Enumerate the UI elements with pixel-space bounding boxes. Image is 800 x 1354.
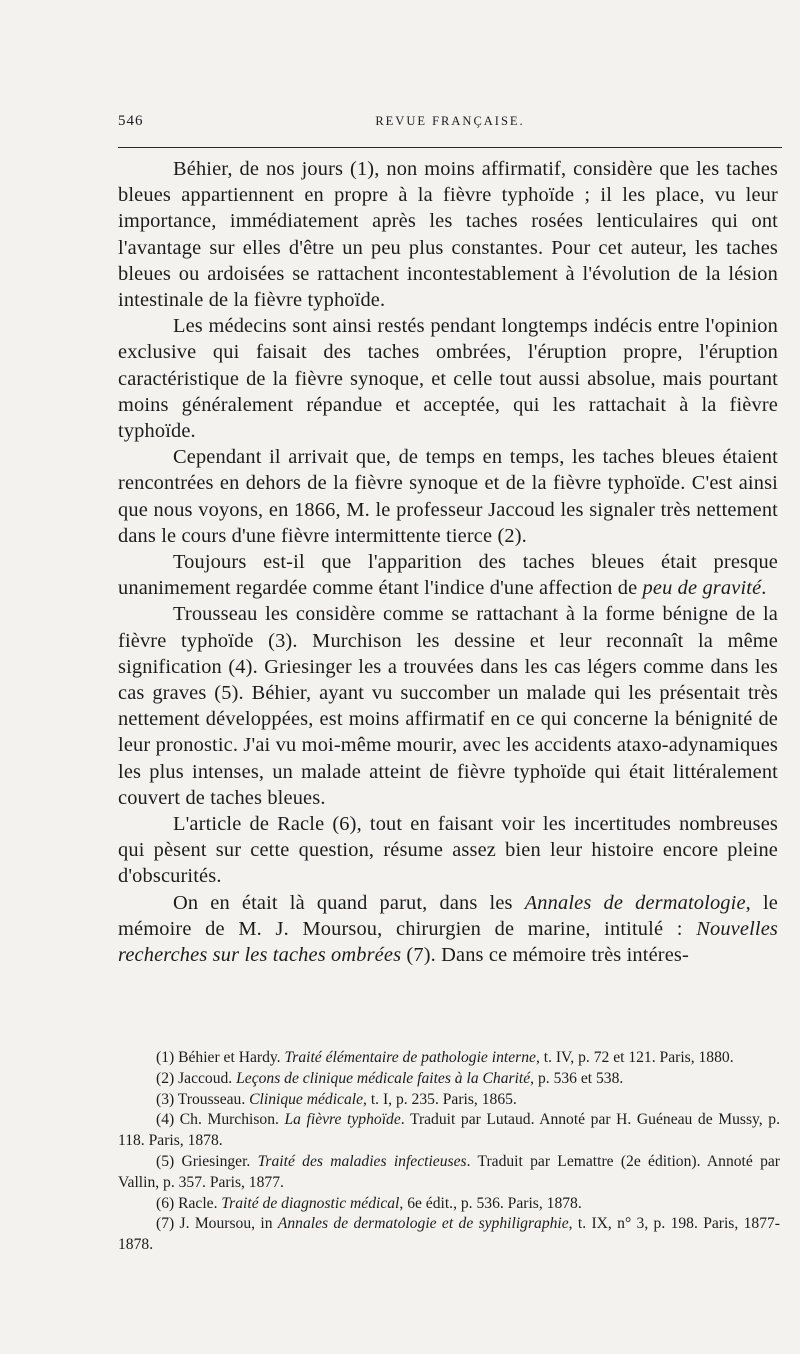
text-run: (7) J. Moursou, in [156,1215,278,1233]
text-run: (5) Griesinger. [156,1152,258,1170]
italic-text: Traité de diagnostic médical [221,1194,400,1212]
page-header [118,113,782,137]
text-run: Les médecins sont ainsi restés pendant longtemps indécis entre l'opinion exclusive qui faisait des taches ombrées, l'éruption propre, l'éruption caractéristique de la fièvre synoque, et celle tout aussi absolue, mais pourtant moins généralement répandue et acceptée, qui les rattachait à la fièvre typhoïde. [118,315,778,443]
italic-text: Annales de dermatologie et de syphiligraphie [277,1215,569,1233]
text-run: , t. IX, n° 3, p. 198. Paris, 1877-1878. [118,1215,780,1254]
text-run: On en était là quand parut, dans les [173,891,525,914]
footnote [118,1069,780,1090]
text-run: . [761,577,767,600]
paragraph [118,444,778,549]
text-run: , 6e édit., p. 536. Paris, 1878. [399,1194,582,1212]
page-number: 546 [118,113,144,129]
italic-text: Traité élémentaire de pathologie interne [284,1049,536,1066]
footnote [118,1214,780,1256]
footnote [118,1090,780,1111]
paragraph [118,601,778,811]
footnote [118,1048,780,1069]
paragraph [118,156,778,313]
text-run: Cependant il arrivait que, de temps en temps, les taches bleues étaient rencontrées en dehors de la fièvre synoque et de la fièvre typhoïde. C'est ainsi que nous voyons, en 1866, M. le professeur Jaccoud les signaler très nettement dans le cours d'une fièvre intermittente tierce (2). [118,446,778,547]
text-run: (6) Racle. [156,1194,222,1212]
text-run: , t. IV, p. 72 et 121. Paris, 1880. [535,1049,734,1066]
text-run: (4) Ch. Murchison. [156,1111,285,1129]
text-run: , p. 536 et 538. [530,1069,624,1087]
text-run: . Traduit par Lutaud. Annoté par H. Guéneau de Mussy, p. 118. Paris, 1878. [118,1111,780,1150]
text-run: (3) Trousseau. [156,1090,250,1108]
italic-text: Clinique médicale [249,1090,364,1108]
paragraph [118,890,778,969]
text-run: . Traduit par Lemattre (2e édition). Annoté par Vallin, p. 357. Paris, 1877. [118,1152,780,1191]
footnote [118,1110,780,1152]
text-run: (1) Béhier et Hardy. [156,1049,285,1066]
footnote [118,1194,780,1215]
text-run: Toujours est-il que l'apparition des taches bleues était presque unanimement regardée comme étant l'indice d'une affection de [118,551,778,600]
running-title: REVUE FRANÇAISE. [375,114,525,128]
paragraph [118,313,778,444]
italic-text: Traité des maladies infectieuses [257,1152,467,1170]
footnote [118,1152,780,1194]
text-run: Trousseau les considère comme se rattachant à la forme bénigne de la fièvre typhoïde (3). Murchison les dessine et leur reconnaît la même signification (4). Griesinger les a trouvées dans les cas légers comme dans les cas graves (5). Béhier, ayant vu succomber un malade qui les présentait très nettement développées, est moins affirmatif en ce qui concerne la bénignité de leur pronostic. J'ai vu moi-même mourir, avec les accidents ataxo-adynamiques les plus intenses, un malade atteint de fièvre typhoïde qui était littéralement couvert de taches bleues. [118,603,778,809]
text-run: Béhier, de nos jours (1), non moins affirmatif, considère que les taches bleues appartiennent en propre à la fièvre typhoïde ; il les place, vu leur importance, immédiatement après les taches rosées lenticulaires qui ont l'avantage sur elles d'être un peu plus constantes. Pour cet auteur, les taches bleues ou ardoisées se rattachent incontestablement à l'évolution de la lésion intestinale de la fièvre typhoïde. [118,158,778,312]
header-rule [118,147,782,148]
text-run: L'article de Racle (6), tout en faisant voir les incertitudes nombreuses qui pèsent sur cette question, résume assez bien leur histoire encore pleine d'obscurités. [118,813,778,888]
footnotes [118,1048,780,1256]
text-run: (2) Jaccoud. [156,1069,237,1087]
paragraph [118,811,778,890]
italic-text: Nouvelles recherches sur les taches ombrées [118,917,778,967]
text-run: , t. I, p. 235. Paris, 1865. [363,1090,517,1108]
text-run: (7). Dans ce mémoire très intéres- [401,944,689,967]
body-text [118,156,778,968]
italic-text: Annales de dermatologie [524,891,746,914]
text-run: , le mémoire de M. J. Moursou, chirurgien de marine, intitulé : [118,891,778,940]
italic-text: Leçons de clinique médicale faites à la Charité [236,1069,531,1087]
paragraph [118,549,778,601]
italic-text: La fièvre typhoïde [284,1111,401,1129]
italic-text: peu de gravité [642,577,762,600]
